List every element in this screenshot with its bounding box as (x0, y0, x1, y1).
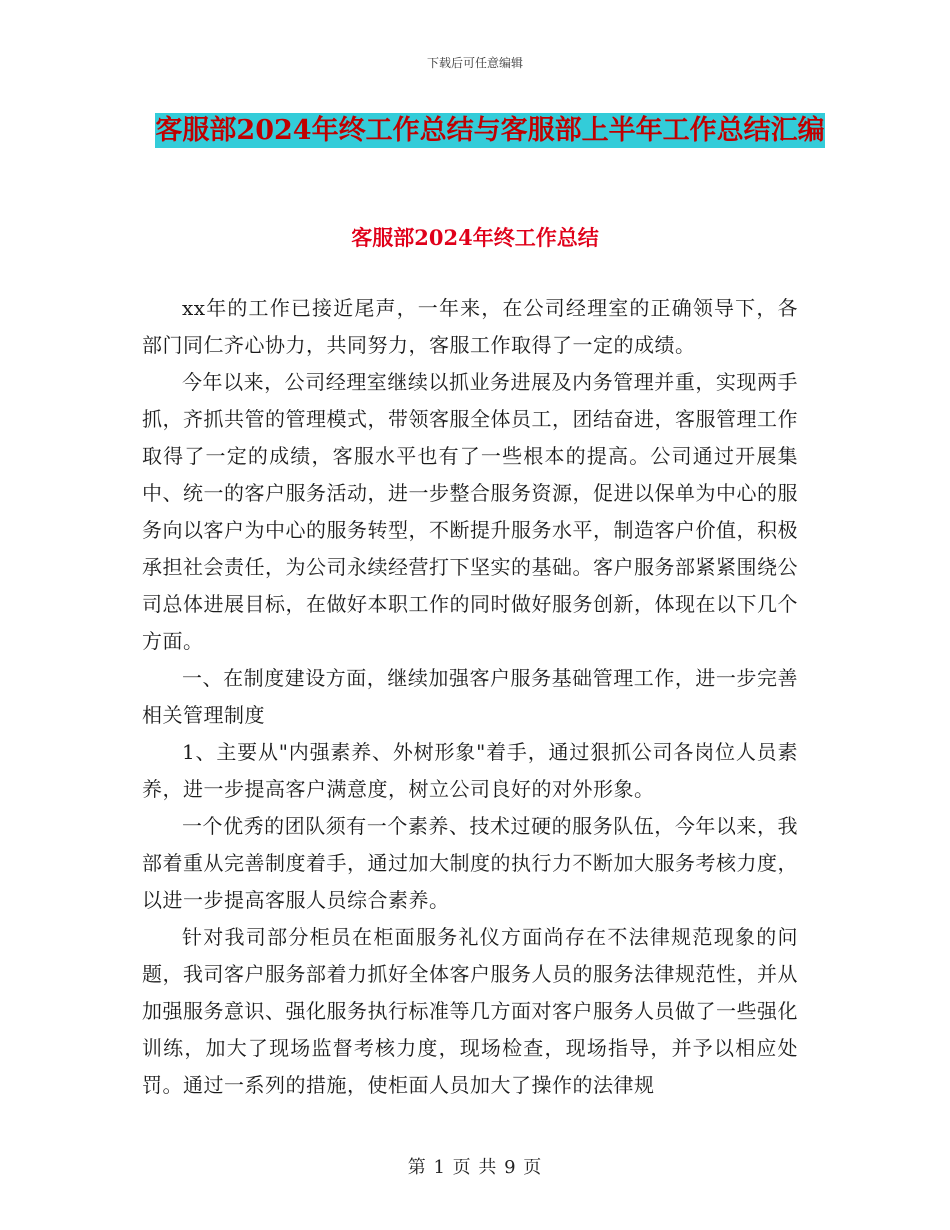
paragraph: xx年的工作已接近尾声，一年来，在公司经理室的正确领导下，各部门同仁齐心协力，共同努力，客服工作取得了一定的成绩。 (142, 296, 798, 357)
paragraph: 针对我司部分柜员在柜面服务礼仪方面尚存在不法律规范现象的问题，我司客户服务部着力抓好全体客户服务人员的服务法律规范性，并从加强服务意识、强化服务执行标准等几方面对客户服务人员做了一些强化训练，加大了现场监督考核力度，现场检查，现场指导，并予以相应处罚。通过一系列的措施，使柜面人员加大了操作的法律规 (142, 925, 798, 1097)
paragraph: 一、在制度建设方面，继续加强客户服务基础管理工作，进一步完善相关管理制度 (142, 666, 798, 727)
paragraph: 一个优秀的团队须有一个素养、技术过硬的服务队伍，今年以来，我部着重从完善制度着手，通过加大制度的执行力不断加大服务考核力度，以进一步提高客服人员综合素养。 (142, 814, 798, 912)
header-note: 下载后可任意编辑 (426, 56, 523, 70)
document-title-text: 客服部2024年终工作总结与客服部上半年工作总结汇编 (155, 115, 825, 146)
body-text (142, 290, 798, 1104)
paragraph: 1、主要从"内强素养、外树形象"着手，通过狠抓公司各岗位人员素养，进一步提高客户满意度，树立公司良好的对外形象。 (142, 740, 798, 801)
page-footer: 第 1 页 共 9 页 (407, 1157, 543, 1178)
paragraph: 今年以来，公司经理室继续以抓业务进展及内务管理并重，实现两手抓，齐抓共管的管理模式，带领客服全体员工，团结奋进，客服管理工作取得了一定的成绩，客服水平也有了一些根本的提高。公司通过开展集中、统一的客户服务活动，进一步整合服务资源，促进以保单为中心的服务向以客户为中心的服务转型，不断提升服务水平，制造客户价值，积极承担社会责任，为公司永续经营打下坚实的基础。客户服务部紧紧围绕公司总体进展目标，在做好本职工作的同时做好服务创新，体现在以下几个方面。 (142, 370, 798, 653)
document-title (140, 106, 840, 156)
section-title: 客服部2024年终工作总结 (351, 225, 599, 250)
